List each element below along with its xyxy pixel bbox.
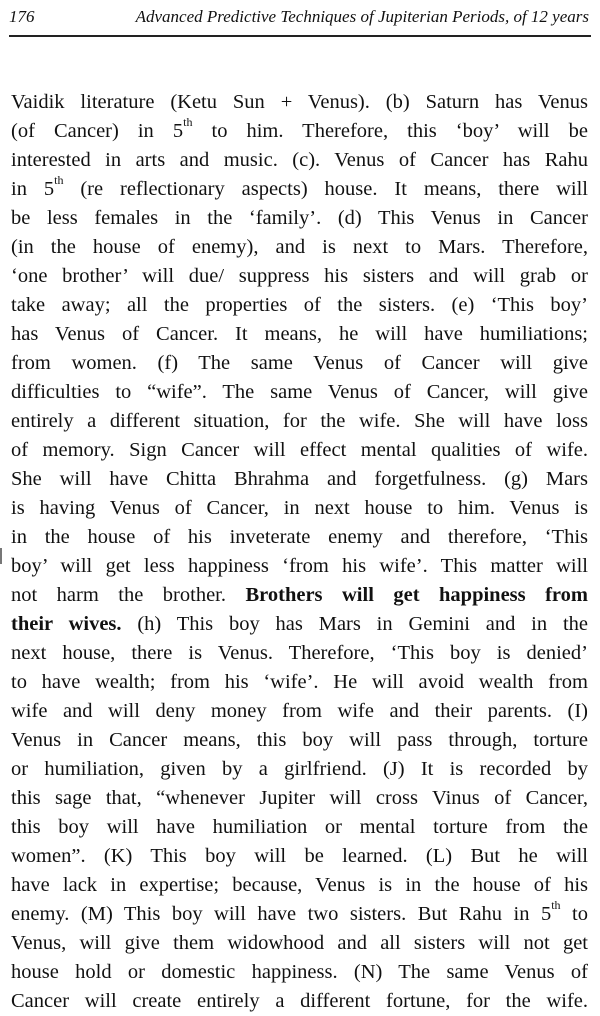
text-line	[11, 900, 588, 929]
text-run: (in the house of enemy), and is next to Mars. Therefore,	[11, 236, 588, 258]
text-line	[11, 581, 588, 610]
text-line	[11, 204, 588, 233]
text-line	[11, 755, 588, 784]
text-line	[11, 349, 588, 378]
text-run: this boy will have humiliation or mental torture from the	[11, 816, 588, 838]
bold-text-run: Brothers will get happiness from	[245, 584, 588, 606]
text-line	[11, 842, 588, 871]
text-line	[11, 436, 588, 465]
text-line	[11, 987, 588, 1016]
text-line	[11, 610, 588, 639]
superscript: th	[54, 175, 64, 187]
text-run: (re reflectionary aspects) house. It means, there will	[63, 178, 588, 200]
text-line	[11, 88, 588, 117]
text-run: women”. (K) This boy will be learned. (L) But he will	[11, 845, 588, 867]
text-run: wife and will deny money from wife and their parents. (I)	[11, 700, 588, 722]
text-run: Vaidik literature (Ketu Sun + Venus). (b) Saturn has Venus	[11, 91, 588, 113]
text-run: from women. (f) The same Venus of Cancer will give	[11, 352, 588, 374]
text-run: house hold or domestic happiness. (N) The same Venus of	[11, 961, 588, 983]
text-line	[11, 552, 588, 581]
text-line	[11, 784, 588, 813]
text-run: this sage that, “whenever Jupiter will cross Vinus of Cancer,	[11, 787, 588, 809]
text-run: She will have Chitta Bhrahma and forgetfulness. (g) Mars	[11, 468, 588, 490]
text-line	[11, 726, 588, 755]
text-line	[11, 668, 588, 697]
text-line	[11, 233, 588, 262]
header-rule	[9, 35, 591, 37]
superscript: th	[551, 900, 561, 912]
text-run: (of Cancer) in 5	[11, 120, 184, 142]
text-run: ‘one brother’ will due/ suppress his sisters and will grab or	[11, 265, 588, 287]
running-header	[9, 6, 591, 34]
text-line	[11, 146, 588, 175]
text-run: be less females in the ‘family’. (d) This Venus in Cancer	[11, 207, 588, 229]
text-line	[11, 639, 588, 668]
text-line	[11, 958, 588, 987]
bold-text-run: their wives.	[11, 613, 122, 635]
text-line	[11, 320, 588, 349]
text-run: to him. Therefore, this ‘boy’ will be	[192, 120, 588, 142]
page-number: 176	[9, 7, 35, 26]
text-run: to have wealth; from his ‘wife’. He will avoid wealth from	[11, 671, 588, 693]
text-line	[11, 494, 588, 523]
text-line	[11, 262, 588, 291]
text-run: have lack in expertise; because, Venus is in the house of his	[11, 874, 588, 896]
text-line	[11, 407, 588, 436]
text-run: entirely a different situation, for the wife. She will have loss	[11, 410, 588, 432]
text-run: not harm the brother.	[11, 584, 246, 606]
margin-mark	[0, 548, 2, 564]
text-line	[11, 291, 588, 320]
text-run: has Venus of Cancer. It means, he will have humiliations;	[11, 323, 588, 345]
text-run: take away; all the properties of the sisters. (e) ‘This boy’	[11, 294, 588, 316]
text-run: Venus, will give them widowhood and all sisters will not get	[11, 932, 588, 954]
text-run: to	[560, 903, 588, 925]
text-run: interested in arts and music. (c). Venus of Cancer has Rahu	[11, 149, 588, 171]
text-line	[11, 523, 588, 552]
text-run: is having Venus of Cancer, in next house to him. Venus is	[11, 497, 588, 519]
text-run: difficulties to “wife”. The same Venus of Cancer, will give	[11, 381, 588, 403]
text-line	[11, 871, 588, 900]
text-line	[11, 465, 588, 494]
text-run: in 5	[11, 178, 55, 200]
text-run: Cancer will create entirely a different fortune, for the wife.	[11, 990, 588, 1012]
text-run: enemy. (M) This boy will have two sisters. But Rahu in 5	[11, 903, 552, 925]
text-line	[11, 378, 588, 407]
text-run: or humiliation, given by a girlfriend. (J) It is recorded by	[11, 758, 588, 780]
running-title: Advanced Predictive Techniques of Jupiterian Periods, of 12 years	[135, 7, 589, 26]
text-line	[11, 117, 588, 146]
text-line	[11, 929, 588, 958]
text-run: boy’ will get less happiness ‘from his wife’. This matter will	[11, 555, 588, 577]
text-run: next house, there is Venus. Therefore, ‘This boy is denied’	[11, 642, 588, 664]
text-run: (h) This boy has Mars in Gemini and in the	[121, 613, 588, 635]
text-run: Venus in Cancer means, this boy will pass through, torture	[11, 729, 588, 751]
text-line	[11, 813, 588, 842]
superscript: th	[183, 117, 193, 129]
text-line	[11, 175, 588, 204]
body-text	[11, 88, 588, 1016]
text-run: of memory. Sign Cancer will effect mental qualities of wife.	[11, 439, 588, 461]
text-run: in the house of his inveterate enemy and therefore, ‘This	[11, 526, 588, 548]
text-line	[11, 697, 588, 726]
